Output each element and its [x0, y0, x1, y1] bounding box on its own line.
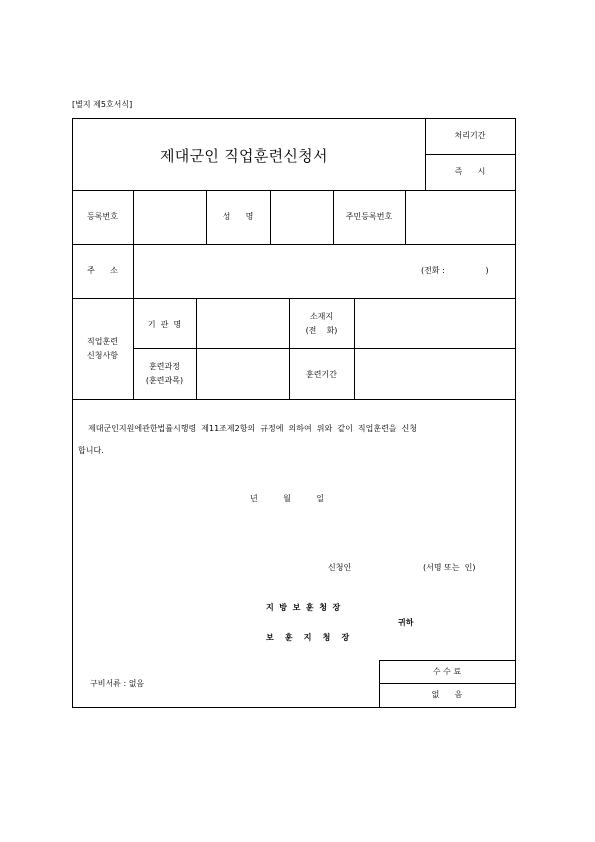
- statement-line-2: 합니다.: [78, 446, 104, 455]
- institution-field[interactable]: [197, 299, 288, 348]
- form-reference: [별지 제5호서식]: [72, 100, 133, 109]
- recipient-line-2: 보 훈 지 청 장: [266, 633, 350, 642]
- period-label: 훈련기간: [306, 370, 337, 379]
- course-label-2: (훈련과목): [145, 376, 184, 385]
- address-phone: (전화 : ): [421, 266, 489, 275]
- recipient-line-1: 지 방 보 훈 청 장: [266, 603, 341, 612]
- fee-value: 없 음: [431, 690, 463, 699]
- date-line: 년 월 일: [250, 494, 325, 503]
- training-section-label-1: 직업훈련: [87, 337, 118, 346]
- processing-period-value: 즉 시: [454, 167, 486, 176]
- name-label: 성 명: [222, 212, 254, 221]
- resident-no-field[interactable]: [406, 191, 514, 244]
- required-documents: 구비서류 : 없음: [90, 679, 145, 688]
- applicant-sign: (서명 또는 인): [423, 563, 476, 572]
- name-field[interactable]: [271, 191, 332, 244]
- location-field[interactable]: [355, 299, 514, 348]
- institution-label: 기 관 명: [147, 320, 182, 329]
- statement-line-1: 제대군인지원에관한법률시행령 제11조제2항의 규정에 의하여 위와 같이 직업훈련을 신청: [88, 424, 418, 433]
- course-field[interactable]: [197, 349, 288, 399]
- location-label-2: (전 화): [305, 326, 338, 335]
- reg-no-field[interactable]: [134, 191, 205, 244]
- reg-no-label: 등록번호: [87, 212, 118, 221]
- applicant-label: 신청인: [328, 563, 352, 572]
- applicant-field[interactable]: [362, 558, 418, 576]
- location-label-1: 소재지: [309, 312, 334, 321]
- address-label: 주 소: [87, 266, 118, 275]
- course-label-1: 훈련과정: [149, 362, 180, 371]
- processing-period-label: 처리기간: [454, 131, 486, 140]
- form-title: 제대군인 직업훈련신청서: [160, 147, 328, 165]
- resident-no-label: 주민등록번호: [345, 212, 393, 221]
- training-section-label-2: 신청사항: [87, 351, 118, 360]
- recipient-suffix: 귀하: [398, 618, 414, 627]
- fee-label: 수 수 료: [432, 667, 462, 676]
- period-field[interactable]: [355, 349, 514, 399]
